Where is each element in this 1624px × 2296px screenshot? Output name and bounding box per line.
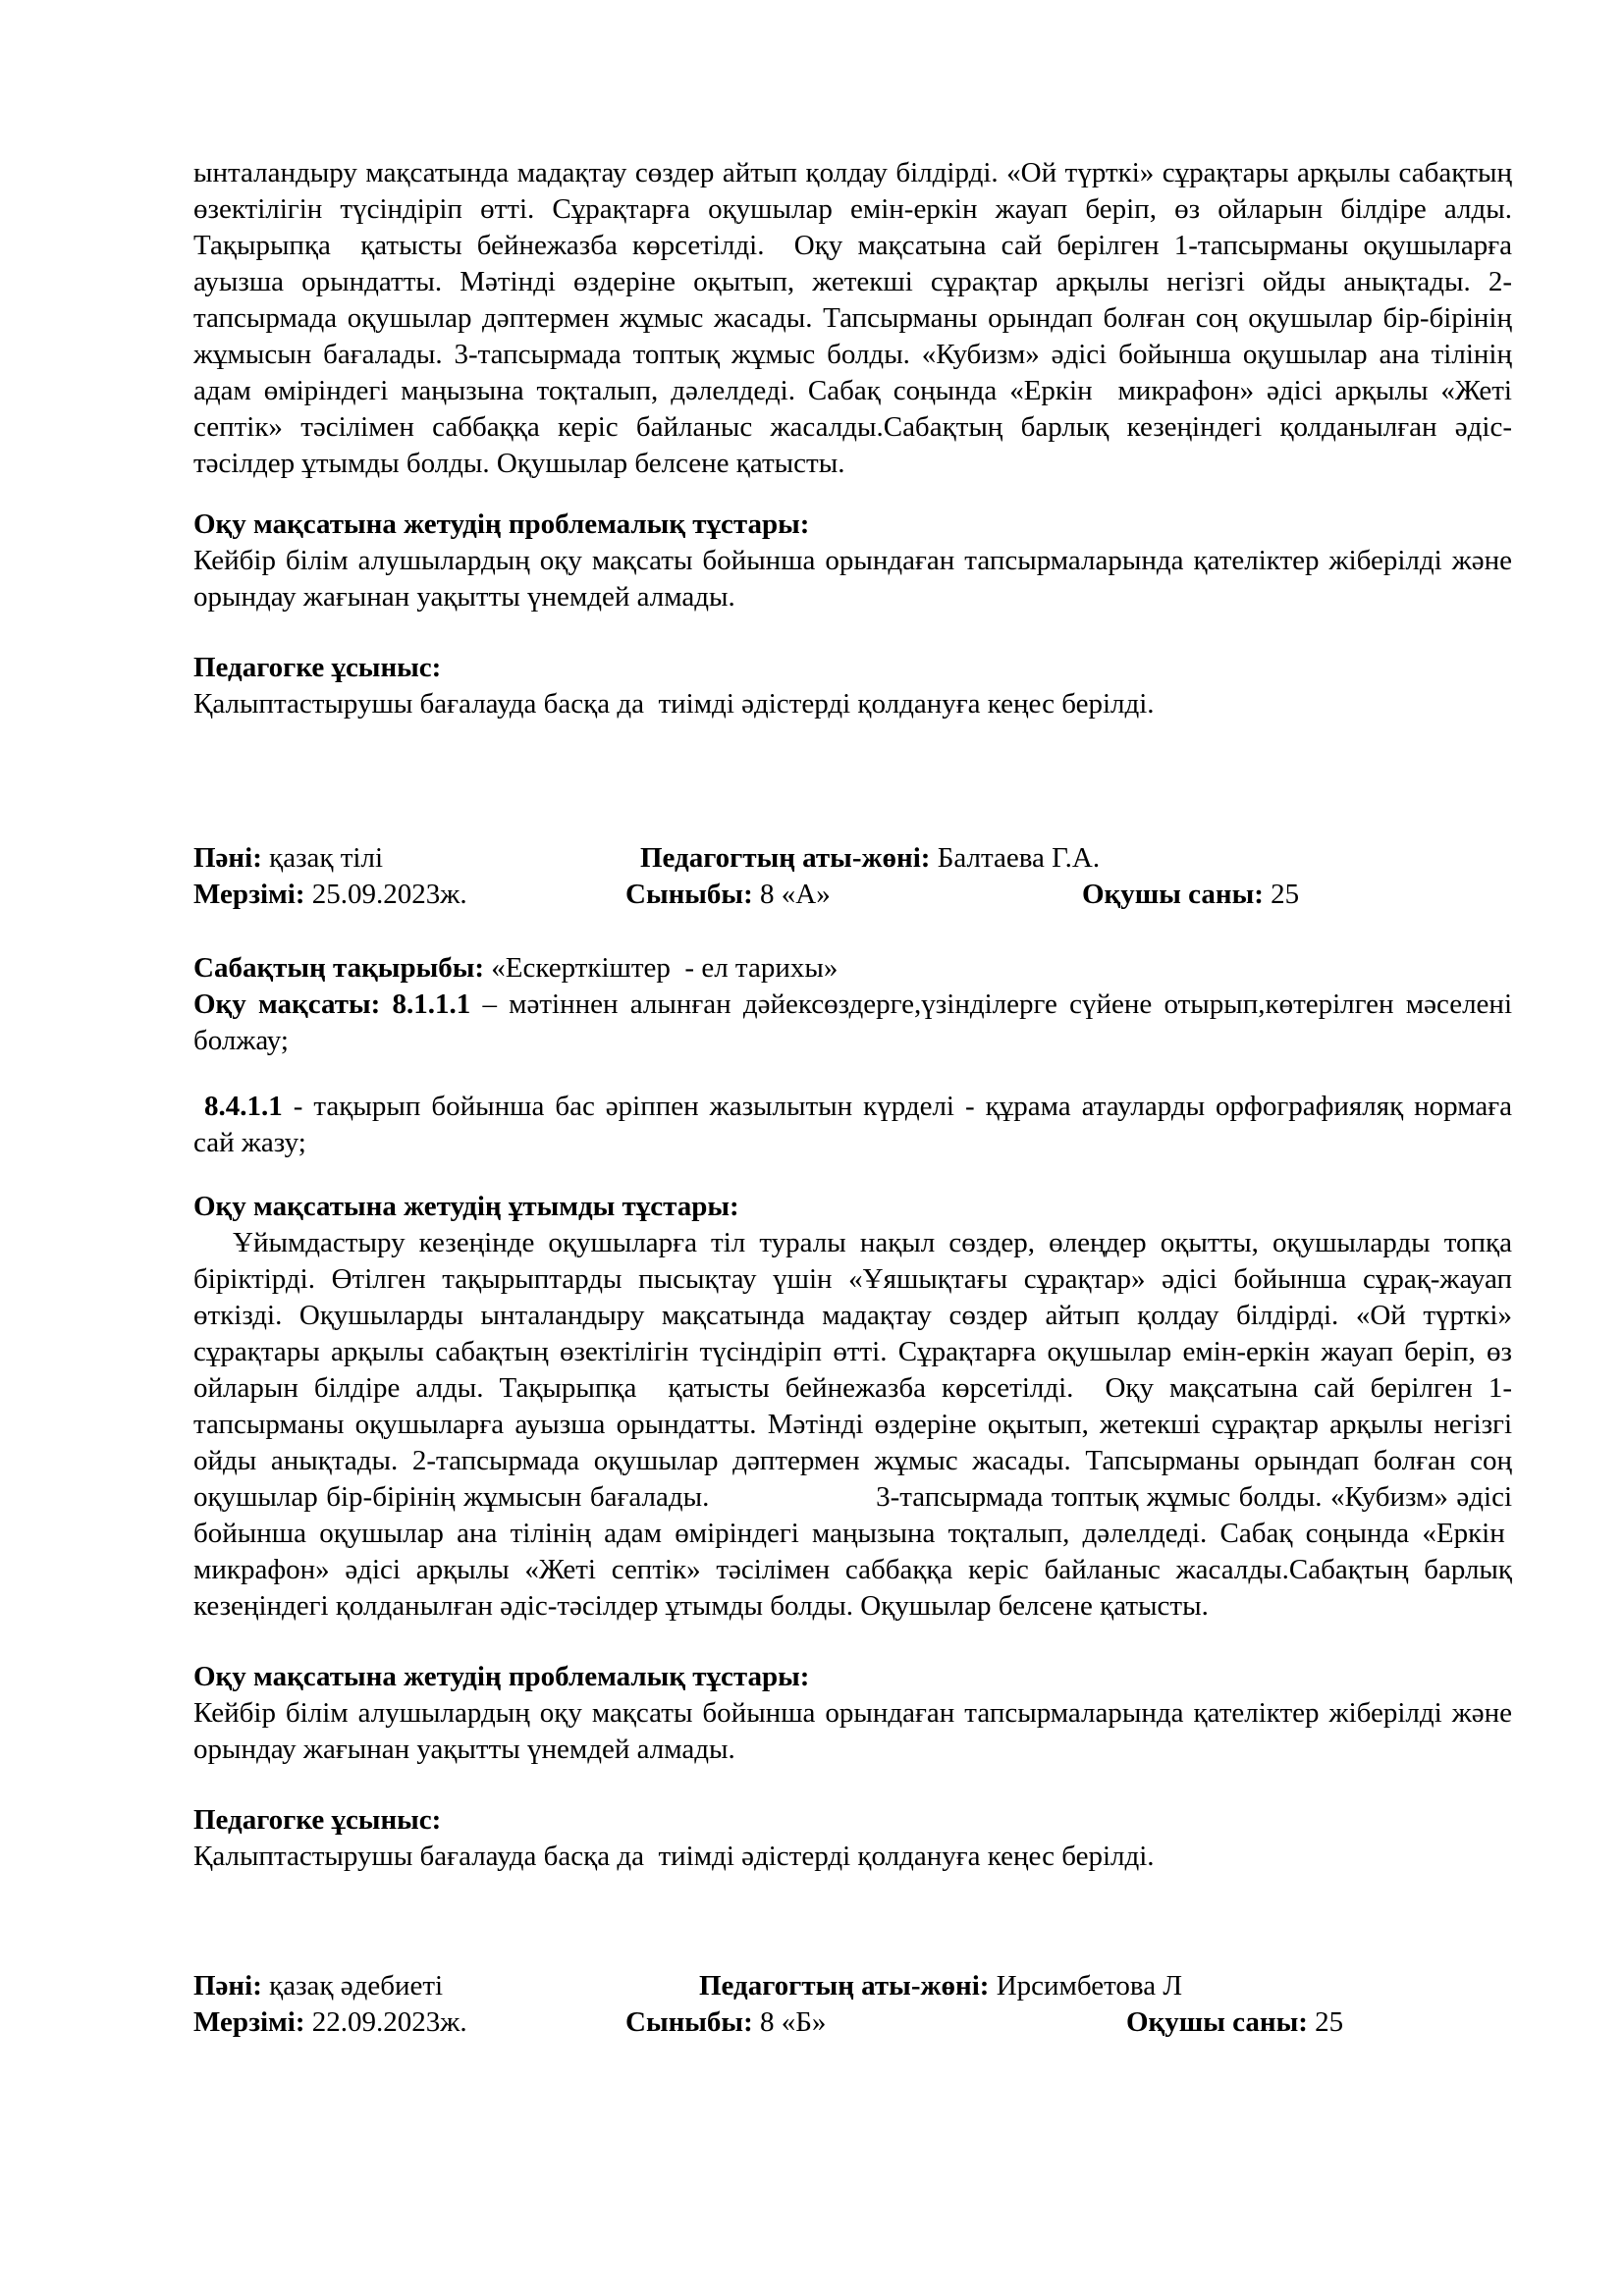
intro-paragraph: ынталандыру мақсатында мадақтау сөздер айтып қолдау білдірді. «Ой түрткі» сұрақтары арқылы сабақтың өзектілігін түсіндіріп өтті. Сұрақтарға оқушылар емін-еркін жауап беріп, өз ойларын білдіре алды. Тақырыпқа қатысты бейнежазба көрсетілді. Оқу мақсатына сай берілген 1-тапсырманы оқушыларға ауызша орындатты. Мәтінді өздеріне оқытып, жетекші сұрақтар арқылы негізгі ойды анықтады. 2-тапсырмада оқушылар дәптермен жұмыс жасады. Тапсырманы орындап болған соң оқушылар бір-бірінің жұмысын бағалады. 3-тапсырмада топтық жұмыс болды. «Кубизм» әдісі бойынша оқушылар ана тілінің адам өміріндегі маңызына тоқталып, дәлелдеді. Сабақ соңында «Еркін микрафон» әдісі арқылы «Жеті септік» тәсілімен саббаққа керіс байланыс жасалды.Сабақтың барлық кезеңіндегі қолданылған әдіс-тәсілдер ұтымды болды. Оқушылар белсене қатысты. [193,157,1512,479]
problem-heading-1: Оқу мақсатына жетудің проблемалық тұстары: [193,508,810,540]
class-field [625,2004,826,2041]
class-label: Сыныбы: [625,2006,753,2038]
advice-heading-2: Педагогке ұсыныс: [193,1804,442,1836]
teacher-field [699,1968,1182,2004]
objective-1-label: Оқу мақсаты: 8.1.1.1 [193,988,471,1020]
lesson-topic-line [193,950,1512,987]
info-row-subject-teacher [193,1968,1512,2004]
objective-2-label: 8.4.1.1 [193,1091,283,1122]
teacher-label: Педагогтың аты-жөні: [699,1970,990,2002]
date-field [193,877,467,913]
problem-heading-2: Оқу мақсатына жетудің проблемалық тұстары: [193,1661,810,1692]
teacher-label: Педагогтың аты-жөні: [640,842,931,874]
class-field [625,877,831,913]
teacher-value: Балтаева Г.А. [937,842,1101,874]
objective-2-text: - тақырып бойынша бас әріппен жазылытын күрделі - құрама атауларды орфографияляқ нормаға сай жазу; [193,1091,1513,1158]
subject-label: Пәні: [193,1970,262,2002]
advice-text-2: Қалыптастырушы бағалауда басқа да тиімді әдістерді қолдануға кеңес берілді. [193,1841,1155,1872]
students-field [1082,877,1299,913]
objective-1-paragraph [193,987,1512,1059]
subject-field [193,840,383,877]
info-row-date-class-count [193,2004,1512,2041]
lesson-info-block-1 [193,840,1512,913]
students-label: Оқушы саны: [1082,879,1264,910]
objective-1-text: – мәтіннен алынған дәйексөздерге,үзінділерге сүйене отырып,көтерілген мәселені болжау; [193,988,1513,1056]
date-label: Мерзімі: [193,879,305,910]
subject-value: қазақ әдебиеті [269,1970,444,2002]
subject-label: Пәні: [193,842,262,874]
class-value: 8 «Б» [760,2006,827,2038]
date-label: Мерзімі: [193,2006,305,2038]
students-value: 25 [1271,879,1300,910]
subject-field [193,1968,443,2004]
teacher-field [640,840,1100,877]
lesson-topic-label: Сабақтың тақырыбы: [193,952,485,984]
lesson-topic-value: «Ескерткіштер - ел тарихы» [491,952,839,984]
students-value: 25 [1315,2006,1344,2038]
students-label: Оқушы саны: [1126,2006,1308,2038]
class-label: Сыныбы: [625,879,753,910]
advice-text-1: Қалыптастырушы бағалауда басқа да тиімді әдістерді қолдануға кеңес берілді. [193,688,1155,720]
problem-text-1: Кейбір білім алушылардың оқу мақсаты бойынша орындаған тапсырмаларында қателіктер жіберілді және орындау жағынан уақытты үнемдей алмады. [193,545,1512,613]
date-field [193,2004,467,2041]
info-row-subject-teacher [193,840,1512,877]
date-value: 22.09.2023ж. [311,2006,467,2038]
date-value: 25.09.2023ж. [311,879,467,910]
subject-value: қазақ тілі [269,842,383,874]
teacher-value: Ирсимбетова Л [996,1970,1183,2002]
lesson-info-block-2 [193,1968,1512,2041]
objective-2-paragraph [193,1089,1512,1161]
success-heading: Оқу мақсатына жетудің ұтымды тұстары: [193,1191,739,1222]
info-row-date-class-count [193,877,1512,913]
problem-text-2: Кейбір білім алушылардың оқу мақсаты бойынша орындаған тапсырмаларында қателіктер жіберілді және орындау жағынан уақытты үнемдей алмады. [193,1697,1512,1765]
advice-heading-1: Педагогке ұсыныс: [193,652,442,683]
class-value: 8 «А» [760,879,831,910]
students-field [1126,2004,1343,2041]
success-text: Ұйымдастыру кезеңінде оқушыларға тіл туралы нақыл сөздер, өлеңдер оқытты, оқушыларды топқа біріктірді. Өтілген тақырыптарды пысықтау үшін «Ұяшықтағы сұрақтар» әдісі бойынша сұрақ-жауап өткізді. Оқушыларды ынталандыру мақсатында мадақтау сөздер айтып қолдау білдірді. «Ой түрткі» сұрақтары арқылы сабақтың өзектілігін түсіндіріп өтті. Сұрақтарға оқушылар емін-еркін жауап беріп, өз ойларын білдіре алды. Тақырыпқа қатысты бейнежазба көрсетілді. Оқу мақсатына сай берілген 1-тапсырманы оқушыларға ауызша орындатты. Мәтінді өздеріне оқытып, жетекші сұрақтар арқылы негізгі ойды анықтады. 2-тапсырмада оқушылар дәптермен жұмыс жасады. Тапсырманы орындап болған соң оқушылар бір-бірінің жұмысын бағалады. 3-тапсырмада топтық жұмыс болды. «Кубизм» әдісі бойынша оқушылар ана тілінің адам өміріндегі маңызына тоқталып, дәлелдеді. Сабақ соңында «Еркін микрафон» әдісі арқылы «Жеті септік» тәсілімен саббаққа керіс байланыс жасалды.Сабақтың барлық кезеңіндегі қолданылған әдіс-тәсілдер ұтымды болды. Оқушылар белсене қатысты. [193,1227,1512,1622]
